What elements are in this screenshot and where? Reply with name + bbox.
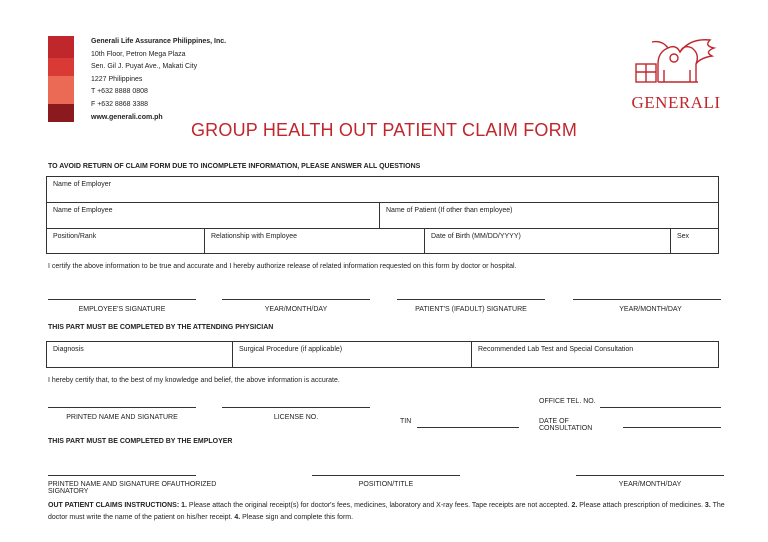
instruction-1-number: 1.: [181, 502, 187, 509]
position-field-label[interactable]: Position/Rank: [53, 233, 97, 240]
employer-date-line[interactable]: [576, 475, 724, 476]
employer-date-label: YEAR/MONTH/DAY: [618, 481, 682, 488]
authorized-signature-label: PRINTED NAME AND SIGNATURE OFAUTHORIZED SIGNATORY: [48, 481, 217, 495]
physician-info-box: [46, 341, 719, 368]
physician-signature-label: PRINTED NAME AND SIGNATURE: [66, 414, 178, 421]
relationship-field-label[interactable]: Relationship with Employee: [211, 233, 297, 240]
position-title-line[interactable]: [312, 475, 460, 476]
physician-signature-line[interactable]: [48, 407, 196, 408]
form-title: GROUP HEALTH OUT PATIENT CLAIM FORM: [190, 120, 578, 140]
lab-field-label[interactable]: Recommended Lab Test and Special Consultation: [478, 346, 634, 353]
instruction-2-text: Please attach prescription of medicines.: [577, 502, 705, 509]
diagnosis-field-label[interactable]: Diagnosis: [53, 346, 84, 353]
license-label: LICENSE NO.: [273, 414, 319, 421]
employee-certification-text: I certify the above information to be true and accurate and I hereby authorize release of related information requested on this form by doctor or hospital.: [48, 263, 517, 270]
patient-date-label: YEAR/MONTH/DAY: [619, 306, 682, 313]
generali-logo: [628, 34, 724, 113]
authorized-signature-line[interactable]: [48, 475, 196, 476]
license-line[interactable]: [222, 407, 370, 408]
company-website: www.generali.com.ph: [91, 113, 163, 121]
position-title-label: POSITION/TITLE: [358, 481, 414, 488]
company-info: [91, 36, 226, 124]
claim-instructions: [48, 500, 728, 523]
tin-line[interactable]: [417, 427, 519, 428]
office-tel-line[interactable]: [600, 407, 721, 408]
sex-field-label[interactable]: Sex: [677, 233, 690, 240]
physician-certification-text: I hereby certify that, to the best of my knowledge and belief, the above information is accurate.: [48, 377, 340, 384]
brand-bar-1: [48, 36, 74, 58]
brand-bar-2: [48, 58, 74, 76]
company-address-2: Sen. Gil J. Puyat Ave., Makati City: [91, 63, 198, 71]
company-fax: F +632 8868 3388: [91, 100, 149, 108]
employee-signature-line[interactable]: [48, 299, 196, 300]
notice-heading: TO AVOID RETURN OF CLAIM FORM DUE TO INCOMPLETE INFORMATION, PLEASE ANSWER ALL QUESTIONS: [48, 163, 421, 170]
winged-lion-icon: [628, 34, 724, 90]
consultation-date-label: DATE OF CONSULTATION: [539, 418, 593, 432]
instructions-heading: OUT PATIENT CLAIMS INSTRUCTIONS:: [48, 502, 180, 509]
tin-label: TIN: [400, 418, 412, 425]
patient-date-line[interactable]: [573, 299, 721, 300]
employer-section-heading: THIS PART MUST BE COMPLETED BY THE EMPLOYER: [48, 438, 233, 445]
company-address-1: 10th Floor, Petron Mega Plaza: [91, 50, 186, 58]
surgical-field-label[interactable]: Surgical Procedure (if applicable): [239, 346, 343, 353]
patient-signature-label: PATIENT'S (IFADULT) SIGNATURE: [415, 306, 527, 313]
instruction-4-number: 4.: [234, 513, 241, 521]
employee-field-label[interactable]: Name of Employee: [53, 207, 113, 214]
company-name: Generali Life Assurance Philippines, Inc.: [91, 38, 227, 45]
company-tel: T +632 8888 0808: [91, 88, 148, 96]
employee-date-label: YEAR/MONTH/DAY: [264, 306, 328, 313]
consultation-date-line[interactable]: [623, 427, 721, 428]
office-tel-label: OFFICE TEL. NO.: [539, 398, 596, 405]
brand-bar-3: [48, 76, 74, 104]
instruction-4-text: Please sign and complete this form.: [240, 513, 354, 521]
instruction-2-number: 2.: [571, 502, 578, 509]
instruction-1-text: Please attach the original receipt(s) for doctor's fees, medicines, laboratory and X-ray fees. Tape receipts are not accepted.: [186, 502, 572, 509]
patient-signature-line[interactable]: [397, 299, 545, 300]
employee-date-line[interactable]: [222, 299, 370, 300]
employer-field-label[interactable]: Name of Employer: [53, 181, 111, 188]
generali-wordmark: GENERALI: [631, 93, 721, 112]
instruction-3-number: 3.: [704, 502, 711, 509]
employee-signature-label: EMPLOYEE'S SIGNATURE: [78, 306, 166, 313]
instruction-3-text: The doctor must write the name of the patient on his/her receipt.: [48, 502, 725, 521]
physician-section-heading: THIS PART MUST BE COMPLETED BY THE ATTENDING PHYSICIAN: [48, 324, 274, 331]
patient-field-label[interactable]: Name of Patient (If other than employee): [386, 207, 513, 214]
company-address-3: 1227 Philippines: [91, 75, 143, 83]
employee-info-box: [46, 176, 719, 254]
dob-field-label[interactable]: Date of Birth (MM/DD/YYYY): [431, 233, 521, 240]
